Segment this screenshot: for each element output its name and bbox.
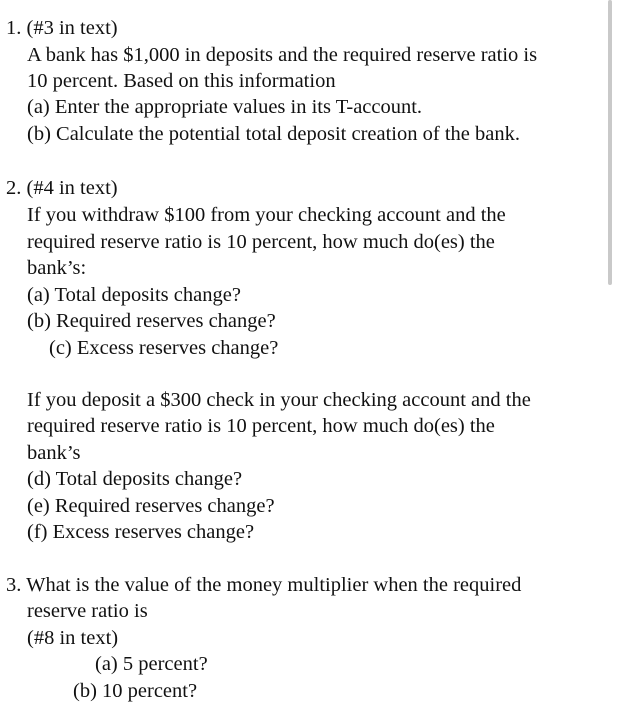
q1-line: (b) Calculate the potential total deposit creation of the bank. — [27, 123, 520, 145]
q1-line: 10 percent. Based on this information — [27, 70, 336, 92]
q2-line: bank’s: — [27, 257, 87, 279]
q3-heading: 3. What is the value of the money multiplier when the required — [6, 574, 522, 596]
q2-line: (b) Required reserves change? — [27, 310, 276, 332]
q3-line: (b) 10 percent? — [73, 680, 198, 702]
q1-line: (a) Enter the appropriate values in its T-account. — [27, 96, 423, 118]
scrollbar-thumb[interactable] — [608, 0, 612, 285]
q1-heading: 1. (#3 in text) — [6, 17, 118, 39]
q2-part2-line: (e) Required reserves change? — [27, 495, 275, 517]
q2-line: If you withdraw $100 from your checking account and the — [27, 204, 506, 226]
q2-part2-line: bank’s — [27, 442, 81, 464]
q2-part2-line: (d) Total deposits change? — [27, 468, 243, 490]
q2-part2-line: (f) Excess reserves change? — [27, 521, 255, 543]
q3-line: reserve ratio is — [27, 600, 148, 622]
q1-line: A bank has $1,000 in deposits and the required reserve ratio is — [27, 44, 538, 66]
q3-line: (a) 5 percent? — [95, 653, 208, 675]
q2-line: (c) Excess reserves change? — [49, 337, 279, 359]
q2-line: (a) Total deposits change? — [27, 284, 241, 306]
q2-line: required reserve ratio is 10 percent, how much do(es) the — [27, 231, 495, 253]
q2-part2-line: If you deposit a $300 check in your checking account and the — [27, 389, 531, 411]
q2-heading: 2. (#4 in text) — [6, 177, 118, 199]
q3-line: (#8 in text) — [27, 627, 119, 649]
q2-part2-line: required reserve ratio is 10 percent, how much do(es) the — [27, 415, 495, 437]
